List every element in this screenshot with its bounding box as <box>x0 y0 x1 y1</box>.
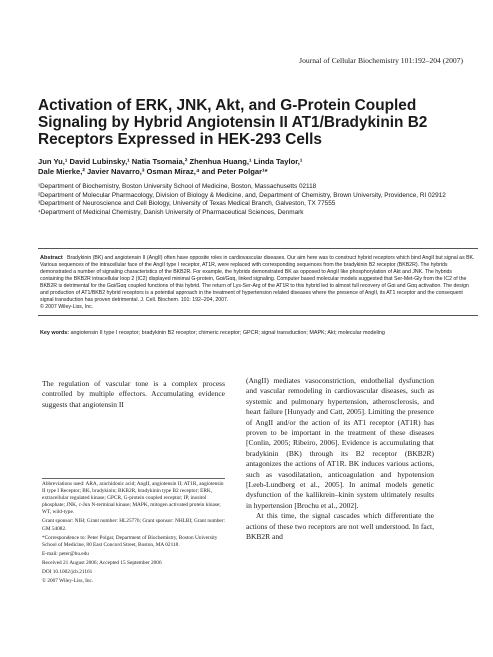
footnote-doi: DOI 10.1002/jcb.21161 <box>42 569 93 576</box>
abstract-text: Bradykinin (BK) and angiotensin II (AngII) often have opposite roles in cardiovascular diseases. Our aim here was to construct hybrid receptors which bind AngII but signal as BK. Various sequences of the intracellular face of the AngII type I receptor, AT1R, were replaced with corresponding sequences from the bradykinin B2 receptor (BKB2R). The hybrids demonstrated a number of signaling characteristics of the BKB2R. For example, the hybrids demonstrated BK as opposed to AngII like phosphorylation of Akt and JNK. The hybrids containing the BKB2R intracellular loop 2 (IC2) displayed minimal G-protein, Gαi/Gαq, linked signaling. Computer based molecular models suggested that Ser-Met-Gly from the IC2 of the BKB2R is detrimental for the Gαi/Gαq coupled functions of this hybrid. The return of Lys-Ser-Arg of the AT1R to this hybrid led to almost full recovery of Gαi and Gαq activation. The design and production of AT1/BKB2 hybrid receptors is a potential approach in the treatment of hypertension related diseases where the presence of AngII, its AT1 receptor and the consequent signal transduction has proven detrimental. J. Cell. Biochem. 101: 192–204, 2007. <box>40 255 475 304</box>
footnote-abbreviations: Abbreviations used: ARA, arachidonic acid; AngII, angiotensin II; AT1R, angiotensin II type I Receptor; BK, bradykinin; BKB2R, bradykinin type B2 receptor; ERK, extracellular regulated kinase; GPCR, G-protein coupled receptor; IP, inositol phosphate; JNK, c-Jun N-terminal kinase; MAPK, mitogen activated protein kinase; WT, wild-type. <box>42 481 224 516</box>
abstract-copyright: © 2007 Wiley-Liss, Inc. <box>40 304 94 311</box>
footnote-grant: Grant sponsor: NIH; Grant number: HL25776; Grant sponsor: NHLBI; Grant number: GM 54082. <box>42 518 226 532</box>
article-title: Activation of ERK, JNK, Akt, and G-Protein Coupled Signaling by Hybrid Angiotensin II AT1/Bradykinin B2 Receptors Expressed in HEK-293 Cells <box>38 97 428 148</box>
affiliation: ³Department of Neuroscience and Cell Biology, University of Texas Medical Branch, Galveston, TX 77555 <box>38 200 336 208</box>
footnote-email: E-mail: peter@bu.edu <box>42 550 89 557</box>
footnotes <box>42 478 225 587</box>
affiliation: ⁴Department of Medicinal Chemistry, Danish University of Pharmaceutical Sciences, Denmark <box>38 208 304 216</box>
footnote-copyright: © 2007 Wiley-Liss, Inc. <box>42 578 94 585</box>
body-paragraph: (AngII) mediates vasoconstriction, endothelial dysfunction and vascular remodeling in cardiovascular diseases, such as systemic and pulmonary hypertension, atherosclerosis, and heart failure [Hunyady and Catt, 2005]. Limiting the presence of AngII and/or the action of its AT1 receptor (AT1R) has proven to be important in the treatment of these diseases [Conlin, 2005; Ribeiro, 2006]. Evidence is accumulating that bradykinin (BK) through its B2 receptor (BKB2R) antagonizes the actions of AT1R. BK induces various actions, such as vasodilatation, anticoagulation and hypotension [Leeb-Lundberg et al., 2005]. In animal models genetic dysfunction of the kallikrein–kinin system ultimately results in hypertension [Brochu et al., 2002]. <box>246 376 434 510</box>
body-left-column: The regulation of vascular tone is a complex process controlled by multiple effectors. Accumulating evidence suggests that angiotensin II <box>42 379 225 409</box>
body-right-column <box>246 376 434 543</box>
author-line: Dale Mierke,² Javier Navarro,³ Osman Miraz,⁴ and Peter Polgar¹* <box>38 166 268 176</box>
body-paragraph: At this time, the signal cascades which differentiate the actions of these two receptors are not well understood. In fact, BKB2R and <box>246 511 434 542</box>
footnote-correspondence: *Correspondence to: Peter Polgar, Department of Biochemistry, Boston University School of Medicine, 80 East Concord Street, Boston, MA 02118. <box>42 534 218 548</box>
author-line: Jun Yu,¹ David Lubinsky,¹ Natia Tsomaia,² Zhenhua Huang,¹ Linda Taylor,¹ <box>38 157 303 166</box>
abstract-section <box>38 248 478 316</box>
keywords-section <box>40 330 472 337</box>
journal-header: Journal of Cellular Biochemistry 101:192–204 (2007) <box>299 56 463 65</box>
affiliation: ²Department of Molecular Pharmacology, Division of Biology & Medicine, and, Department of Chemistry, Brown University, Providence, RI 02912 <box>38 191 446 199</box>
affiliations <box>38 183 478 217</box>
keywords-label: Key words: <box>40 330 70 336</box>
footnote-received: Received 21 August 2006; Accepted 15 September 2006 <box>42 559 162 566</box>
keywords-text: angiotensin II type I receptor; bradykinin B2 receptor; chimeric receptor; GPCR; signal transduction; MAPK; Akt; molecular modeling <box>70 330 385 336</box>
affiliation: ¹Department of Biochemistry, Boston University School of Medicine, Boston, Massachusetts 02118 <box>38 183 317 190</box>
author-list <box>38 157 458 176</box>
abstract-label: Abstract <box>40 255 63 261</box>
